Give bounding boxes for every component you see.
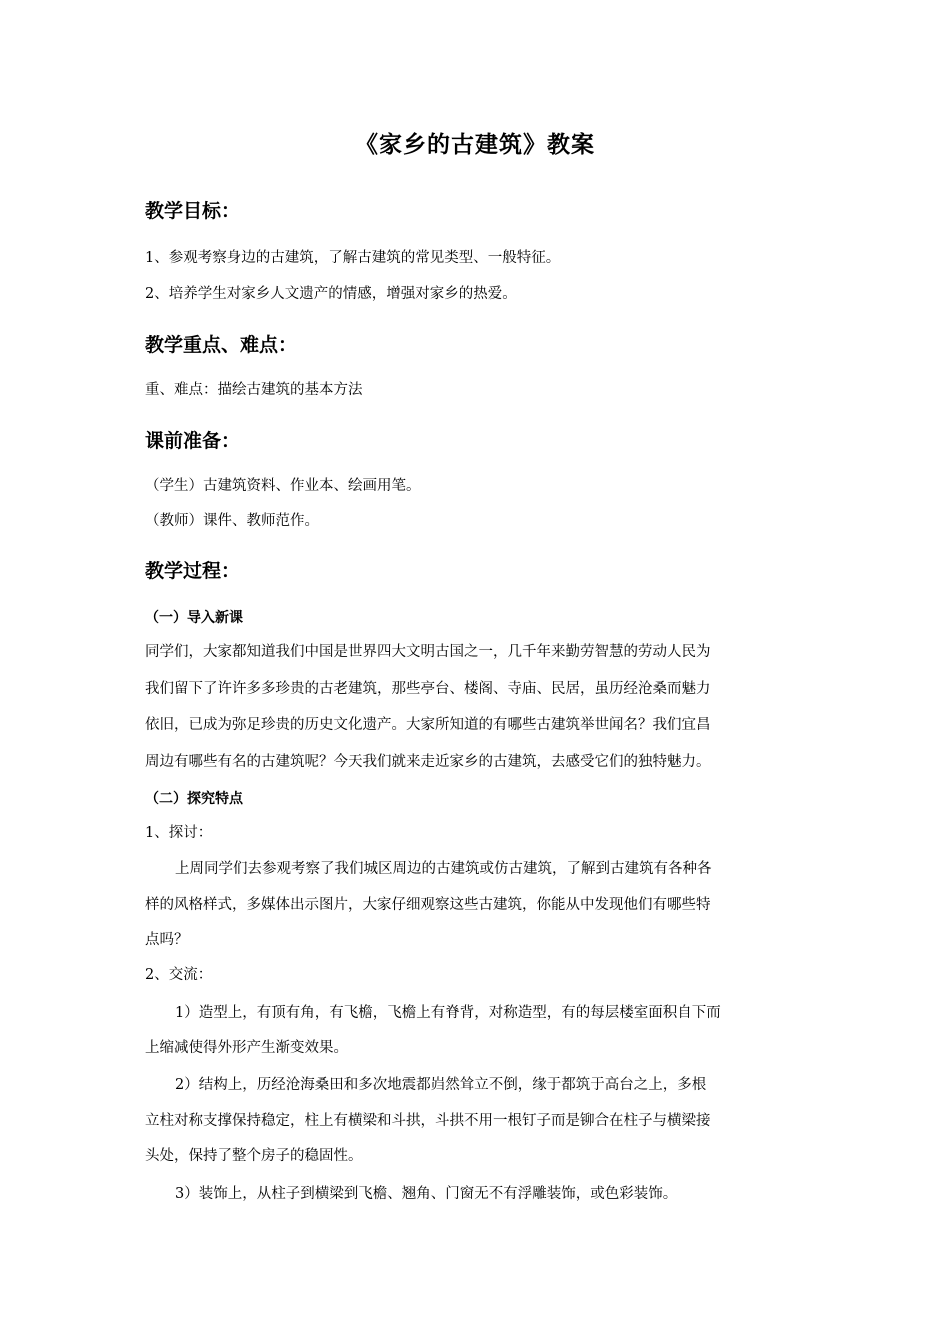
heading-preparation: 课前准备： <box>145 430 241 452</box>
goal-line: 2、培养学生对家乡人文遗产的情感，增强对家乡的热爱。 <box>145 286 517 302</box>
intro-paragraph-line: 依旧，已成为弥足珍贵的历史文化遗产。大家所知道的有哪些古建筑举世闻名？我们宜昌 <box>145 717 711 733</box>
discuss-label: 1、探讨： <box>145 825 213 841</box>
document-title: 《家乡的古建筑》教案 <box>355 131 595 158</box>
section-heading-intro: （一）导入新课 <box>145 610 243 626</box>
prep-line: （学生）古建筑资料、作业本、绘画用笔。 <box>145 478 421 494</box>
discuss-paragraph-line: 样的风格样式，多媒体出示图片，大家仔细观察这些古建筑，你能从中发现他们有哪些特 <box>145 897 711 913</box>
heading-key-points: 教学重点、难点： <box>145 334 298 356</box>
prep-line: （教师）课件、教师范作。 <box>145 513 319 529</box>
intro-paragraph-line: 同学们，大家都知道我们中国是世界四大文明古国之一，几千年来勤劳智慧的劳动人民为 <box>145 644 711 660</box>
section-heading-explore: （二）探究特点 <box>145 791 243 807</box>
point-one-line: 1）造型上，有顶有角，有飞檐，飞檐上有脊背，对称造型，有的每层楼室面积自下而 <box>175 1005 721 1021</box>
point-two-line: 2）结构上，历经沧海桑田和多次地震都岿然耸立不倒，缘于都筑于高台之上，多根 <box>175 1077 707 1093</box>
point-two-line: 立柱对称支撑保持稳定，柱上有横梁和斗拱，斗拱不用一根钉子而是铆合在柱子与横梁接 <box>145 1113 711 1129</box>
key-points-text: 重、难点：描绘古建筑的基本方法 <box>145 382 363 398</box>
point-three-line: 3）装饰上，从柱子到横梁到飞檐、翘角、门窗无不有浮雕装饰，或色彩装饰。 <box>175 1186 678 1202</box>
heading-teaching-process: 教学过程： <box>145 560 241 582</box>
heading-teaching-goals: 教学目标： <box>145 200 241 222</box>
point-two-line: 头处，保持了整个房子的稳固性。 <box>145 1148 363 1164</box>
point-one-line: 上缩减使得外形产生渐变效果。 <box>145 1040 348 1056</box>
discuss-paragraph-line: 点吗？ <box>145 932 189 948</box>
intro-paragraph-line: 周边有哪些有名的古建筑呢？今天我们就来走近家乡的古建筑，去感受它们的独特魅力。 <box>145 754 711 770</box>
goal-line: 1、参观考察身边的古建筑，了解古建筑的常见类型、一般特征。 <box>145 250 561 266</box>
intro-paragraph-line: 我们留下了许许多多珍贵的古老建筑，那些亭台、楼阁、寺庙、民居，虽历经沧桑而魅力 <box>145 681 711 697</box>
exchange-label: 2、交流： <box>145 967 213 983</box>
discuss-paragraph-line: 上周同学们去参观考察了我们城区周边的古建筑或仿古建筑，了解到古建筑有各种各 <box>175 861 712 877</box>
